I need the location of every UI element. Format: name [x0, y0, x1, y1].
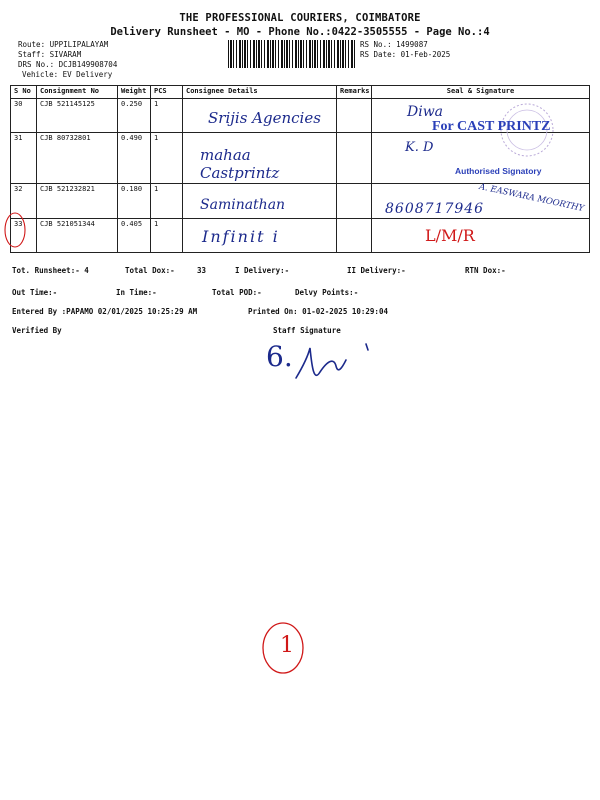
cell-consignment: CJB 521051344 [37, 219, 118, 253]
cell-consignee [183, 99, 337, 133]
cell-remarks [337, 219, 372, 253]
printed-on: Printed On: 01-02-2025 10:29:04 [248, 307, 388, 316]
route-label: Route: UPPILIPALAYAM [18, 40, 109, 49]
cell-consignment: CJB 521145125 [37, 99, 118, 133]
company-title: THE PROFESSIONAL COURIERS, COIMBATORE [179, 12, 421, 24]
cell-signature [372, 219, 590, 253]
cell-pcs: 1 [151, 99, 183, 133]
tot-runsheet: Tot. Runsheet:- 4 [12, 266, 89, 275]
table-row [11, 219, 590, 253]
cell-consignee [183, 184, 337, 219]
drs-label: DRS No.: DCJB149908704 [18, 60, 118, 69]
red-circle-mark [3, 210, 27, 250]
handwritten-name: A. EASWARA MOORTHY [478, 181, 585, 215]
handwritten-consignee: Srijis Agencies [208, 109, 321, 127]
cell-sno: 32 [11, 184, 37, 219]
ii-delivery: II Delivery:- [347, 266, 406, 275]
cell-weight: 0.490 [118, 133, 151, 184]
rtn-dox: RTN Dox:- [465, 266, 506, 275]
cell-sno: 33 [11, 219, 37, 253]
total-dox-value: 33 [197, 266, 207, 275]
cell-sno: 31 [11, 133, 37, 184]
handwritten-signature: K. D [405, 140, 434, 155]
total-dox-label: Total Dox:- [125, 266, 175, 275]
cell-pcs: 1 [151, 184, 183, 219]
staff-scribble-graphic [288, 338, 378, 388]
handwritten-signature: Diwa [407, 104, 444, 120]
runsheet-subtitle: Delivery Runsheet - MO - Phone No.:0422-3505555 - Page No.:4 [110, 26, 490, 38]
cell-remarks [337, 99, 372, 133]
handwritten-red-mark: L/M/R [425, 226, 475, 245]
cell-consignee [183, 219, 337, 253]
total-pod: Total POD:- [212, 288, 262, 297]
in-time: In Time:- [116, 288, 157, 297]
handwritten-consignee: mahaa Castprintz [200, 146, 280, 182]
cell-weight: 0.250 [118, 99, 151, 133]
cell-consignment: CJB 80732801 [37, 133, 118, 184]
col-pcs: PCS [151, 86, 183, 99]
staff-scribble-text: 6. [266, 340, 293, 373]
out-time: Out Time:- [12, 288, 58, 297]
cell-weight: 0.405 [118, 219, 151, 253]
col-sno: S No [11, 86, 37, 99]
col-seal-signature: Seal & Signature [372, 86, 590, 99]
red-page-mark-number: 1 [280, 633, 294, 658]
cell-remarks [337, 184, 372, 219]
delvy-points: Delvy Points:- [295, 288, 359, 297]
barcode [228, 40, 356, 68]
col-consignment: Consignment No [37, 86, 118, 99]
rs-date-label: RS Date: 01-Feb-2025 [360, 50, 451, 59]
handwritten-consignee: Saminathan [200, 197, 286, 213]
col-remarks: Remarks [337, 86, 372, 99]
meta-right [360, 40, 450, 60]
cell-pcs: 1 [151, 219, 183, 253]
handwritten-consignee: Infinit i [202, 227, 280, 246]
staff-label: Staff: SIVARAM [18, 50, 82, 59]
stamp-company: For CAST PRINTZ [432, 119, 551, 134]
stamp-role: Authorised Signatory [455, 166, 542, 176]
cell-pcs: 1 [151, 133, 183, 184]
i-delivery: I Delivery:- [235, 266, 290, 275]
cell-consignment: CJB 521232821 [37, 184, 118, 219]
col-consignee: Consignee Details [183, 86, 337, 99]
verified-by: Verified By [12, 326, 62, 335]
staff-signature-label: Staff Signature [273, 326, 341, 335]
handwritten-phone: 8608717946 [385, 201, 485, 217]
col-weight: Weight [118, 86, 151, 99]
rs-no-label: RS No.: 1499087 [360, 40, 428, 49]
entered-by: Entered By :PAPAMO 02/01/2025 10:25:29 AM [12, 307, 198, 316]
cell-consignee [183, 133, 337, 184]
cell-weight: 0.180 [118, 184, 151, 219]
cell-remarks [337, 133, 372, 184]
vehicle-label: Vehicle: EV Delivery [22, 70, 113, 79]
meta-left [18, 40, 117, 80]
cell-sno: 30 [11, 99, 37, 133]
table-header-row [11, 86, 590, 99]
